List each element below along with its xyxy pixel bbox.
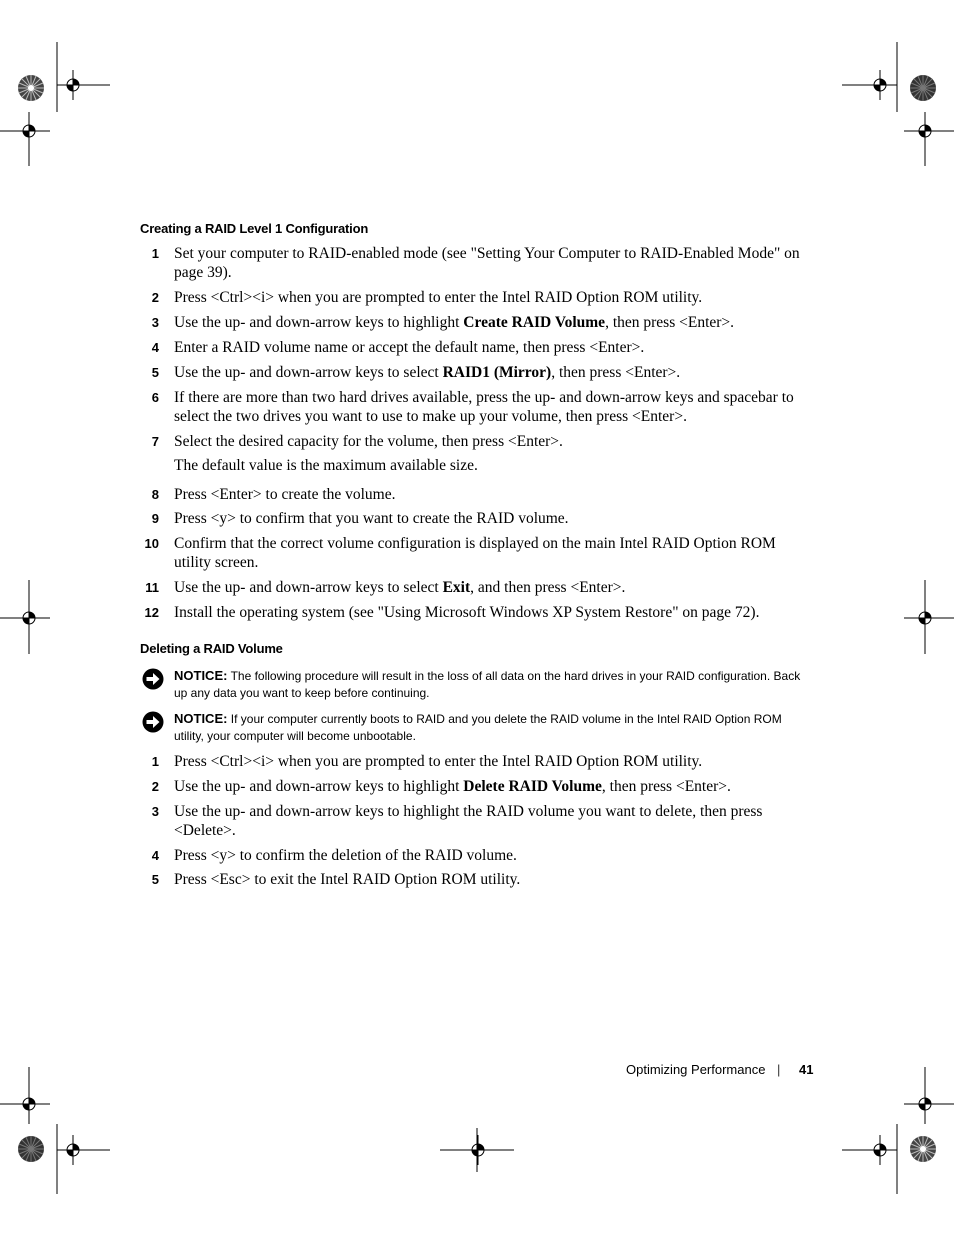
section-heading: Deleting a RAID Volume bbox=[140, 641, 283, 656]
step-text: Use the up- and down-arrow keys to select RAID1 (Mirror), then press <Enter>. bbox=[174, 364, 681, 381]
step-number: 5 bbox=[151, 872, 159, 887]
section-heading: Creating a RAID Level 1 Configuration bbox=[140, 221, 369, 236]
notice-label: NOTICE: bbox=[174, 711, 228, 726]
step-number: 2 bbox=[151, 290, 159, 305]
step-number: 3 bbox=[151, 804, 159, 819]
notice-text: If your computer currently boots to RAID and you delete the RAID volume in the Intel RAID Option ROM utility, your computer will become unbootable. bbox=[174, 712, 782, 743]
step-text: Confirm that the correct volume configuration is displayed on the main Intel RAID Option ROM utility screen. bbox=[174, 535, 776, 571]
step-number: 8 bbox=[151, 487, 159, 502]
step-text: Use the up- and down-arrow keys to highlight the RAID volume you want to delete, then press <Delete>. bbox=[174, 803, 763, 839]
step-text: Press <Esc> to exit the Intel RAID Option ROM utility. bbox=[174, 871, 521, 888]
footer-separator: | bbox=[777, 1062, 781, 1077]
step-text: Enter a RAID volume name or accept the default name, then press <Enter>. bbox=[174, 339, 645, 356]
step-text: Press <Enter> to create the volume. bbox=[174, 486, 396, 503]
step-text: Use the up- and down-arrow keys to highlight Create RAID Volume, then press <Enter>. bbox=[174, 314, 735, 331]
step-text: Set your computer to RAID-enabled mode (see "Setting Your Computer to RAID-Enabled Mode" on page 39). bbox=[174, 245, 800, 281]
step-number: 6 bbox=[151, 390, 159, 405]
step-text: Press <y> to confirm that you want to create the RAID volume. bbox=[174, 510, 569, 527]
step-number: 4 bbox=[151, 848, 159, 863]
ui-term: Create RAID Volume bbox=[463, 314, 606, 331]
step-text: Use the up- and down-arrow keys to select Exit, and then press <Enter>. bbox=[174, 579, 626, 596]
step-number: 12 bbox=[144, 605, 159, 620]
ui-term: RAID1 (Mirror) bbox=[442, 364, 552, 381]
step-text: Install the operating system (see "Using Microsoft Windows XP System Restore" on page 72). bbox=[174, 604, 760, 621]
step-number: 3 bbox=[151, 315, 159, 330]
step-number: 1 bbox=[151, 754, 159, 769]
step-number: 5 bbox=[151, 365, 159, 380]
step-number: 4 bbox=[151, 340, 159, 355]
step-text: If there are more than two hard drives available, press the up- and down-arrow keys and spacebar to select the two drives you want to use to make up your volume, then press <Enter>. bbox=[174, 389, 794, 425]
step-number: 1 bbox=[151, 246, 159, 261]
step-number: 9 bbox=[151, 511, 159, 526]
step-number: 11 bbox=[145, 580, 159, 595]
step-note: The default value is the maximum available size. bbox=[174, 457, 478, 474]
step-text: Use the up- and down-arrow keys to highlight Delete RAID Volume, then press <Enter>. bbox=[174, 778, 731, 795]
notice-text: The following procedure will result in the loss of all data on the hard drives in your RAID configuration. Back up any data you want to keep before continuing. bbox=[174, 669, 801, 700]
step-number: 10 bbox=[144, 536, 159, 551]
step-text: Press <Ctrl><i> when you are prompted to enter the Intel RAID Option ROM utility. bbox=[174, 289, 703, 306]
notice-label: NOTICE: bbox=[174, 668, 228, 683]
step-number: 7 bbox=[151, 434, 159, 449]
step-text: Press <Ctrl><i> when you are prompted to enter the Intel RAID Option ROM utility. bbox=[174, 753, 703, 770]
step-text: Press <y> to confirm the deletion of the RAID volume. bbox=[174, 847, 517, 864]
footer-section-title: Optimizing Performance bbox=[626, 1062, 766, 1077]
ui-term: Delete RAID Volume bbox=[463, 778, 602, 795]
page-number: 41 bbox=[799, 1062, 814, 1077]
step-text: Select the desired capacity for the volume, then press <Enter>. bbox=[174, 433, 563, 450]
ui-term: Exit bbox=[442, 579, 471, 596]
step-number: 2 bbox=[151, 779, 159, 794]
